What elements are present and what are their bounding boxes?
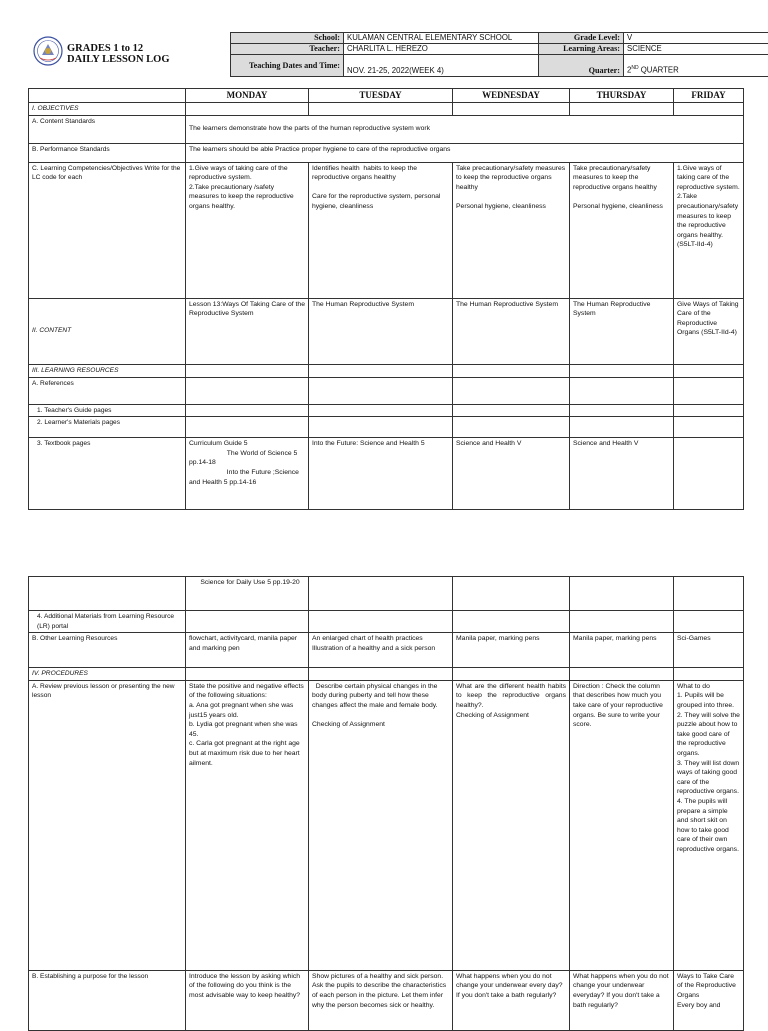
other-resources-label: B. Other Learning Resources (29, 633, 186, 668)
document-title (67, 43, 170, 65)
competencies-friday: 1.Give ways of taking care of the reproductive system. 2.Take precautionary/safety measures to keep the reproductive organs healthy. (S5LT-IId-4) (674, 162, 744, 298)
content-monday: Lesson 13:Ways Of Taking Care of the Reproductive System (186, 298, 309, 364)
review-tuesday: Describe certain physical changes in the body during puberty and tell how these changes affect the male and female body. Checking of Assignment (309, 680, 453, 970)
other-resources-wednesday: Manila paper, marking pens (453, 633, 570, 668)
purpose-thursday: What happens when you do not change your underwear everyday? If you don't take a bath regularly? (570, 970, 674, 1030)
lesson-log-table-2 (28, 576, 744, 1031)
performance-standards-label: B. Performance Standards (29, 143, 186, 162)
area-label: Learning Areas: (539, 44, 624, 55)
review-label: A. Review previous lesson or presenting the new lesson (29, 680, 186, 970)
other-resources-tuesday: An enlarged chart of health practices Illustration of a healthy and a sick person (309, 633, 453, 668)
dates-value: NOV. 21-25, 2022(WEEK 4) (344, 55, 539, 77)
review-wednesday: What are the different health habits to keep the reproductive organs healthy?. Checking of Assignment (453, 680, 570, 970)
review-thursday: Direction : Check the column that describes how much you take care of your reproductive organs. Be sure to write your score. (570, 680, 674, 970)
lesson-log-table-1 (28, 88, 744, 510)
title-line2: DAILY LESSON LOG (67, 54, 170, 65)
corner-cell (29, 89, 186, 103)
dates-label: Teaching Dates and Time: (231, 55, 344, 77)
references-label: A. References (29, 377, 186, 404)
learning-resources-heading: III. LEARNING RESOURCES (29, 364, 186, 377)
title-line1: GRADES 1 to 12 (67, 43, 170, 54)
day-thursday: THURSDAY (570, 89, 674, 103)
teachers-guide-label: 1. Teacher's Guide pages (29, 404, 186, 417)
other-resources-friday: Sci-Games (674, 633, 744, 668)
review-monday: State the positive and negative effects of the following situations: a. Ana got pregnant when she was just15 years old. b. Lydia got pregnant when she was 45. c. Carla got pregnant at the right age but at maximum risk due to her heart ailment. (186, 680, 309, 970)
purpose-friday: Ways to Take Care of the Reproductive Organs Every boy and (674, 970, 744, 1030)
grade-value: V (624, 33, 768, 44)
deped-seal-icon (33, 36, 63, 66)
teacher-label: Teacher: (231, 44, 344, 55)
additional-materials-label: 4. Additional Materials from Learning Resource (LR) portal (29, 611, 186, 633)
grade-label: Grade Level: (539, 33, 624, 44)
quarter-label: Quarter: (539, 55, 624, 77)
purpose-monday: Introduce the lesson by asking which of the following do you think is the most advisable way to keep healthy? (186, 970, 309, 1030)
purpose-tuesday: Show pictures of a healthy and sick person. Ask the pupils to describe the characteristics of each person in the picture. Let them infer why the person becomes sick or healthy. (309, 970, 453, 1030)
day-monday: MONDAY (186, 89, 309, 103)
textbook-wednesday: Science and Health V (453, 438, 570, 510)
content-friday: Give Ways of Taking Care of the Reproductive Organs (S5LT-IId-4) (674, 298, 744, 364)
quarter-value: 2ND QUARTER (624, 55, 768, 77)
learners-materials-label: 2. Learner's Materials pages (29, 417, 186, 438)
purpose-wednesday: What happens when you do not change your underwear every day? If you don't take a bath regularly? (453, 970, 570, 1030)
competencies-tuesday: Identifies health habits to keep the reproductive organs healthy Care for the reproductive system, personal hygiene, cleanliness (309, 162, 453, 298)
school-value: KULAMAN CENTRAL ELEMENTARY SCHOOL (344, 33, 539, 44)
content-thursday: The Human Reproductive System (570, 298, 674, 364)
day-friday: FRIDAY (674, 89, 744, 103)
competencies-label: C. Learning Competencies/Objectives Write for the LC code for each (29, 162, 186, 298)
textbook-tuesday: Into the Future: Science and Health 5 (309, 438, 453, 510)
purpose-label: B. Establishing a purpose for the lesson (29, 970, 186, 1030)
other-resources-thursday: Manila paper, marking pens (570, 633, 674, 668)
content-tuesday: The Human Reproductive System (309, 298, 453, 364)
area-value: SCIENCE (624, 44, 768, 55)
content-wednesday: The Human Reproductive System (453, 298, 570, 364)
content-standards-text: The learners demonstrate how the parts of the human reproductive system work (186, 115, 744, 143)
other-resources-monday: flowchart, activitycard, manila paper and marking pen (186, 633, 309, 668)
textbook-pages-label: 3. Textbook pages (29, 438, 186, 510)
textbook-monday: Curriculum Guide 5 The World of Science 5 pp.14-18 Into the Future ;Science and Health 5 pp.14-16 (186, 438, 309, 510)
competencies-wednesday: Take precautionary/safety measures to keep the reproductive organs healthy Personal hygiene, cleanliness (453, 162, 570, 298)
textbook-monday-continued: Science for Daily Use 5 pp.19-20 (186, 577, 309, 611)
teacher-value: CHARLITA L. HEREZO (344, 44, 539, 55)
review-friday: What to do 1. Pupils will be grouped into three. 2. They will solve the puzzle about how to take good care of the reproductive organs. 3. They will list down ways of taking good care of the reproductive organs. 4. The pupils will prepare a simple and short skit on how to take good care of their own reproductive organs. (674, 680, 744, 970)
textbook-thursday: Science and Health V (570, 438, 674, 510)
school-label: School: (231, 33, 344, 44)
content-standards-label: A. Content Standards (29, 115, 186, 143)
procedures-heading: IV. PROCEDURES (29, 668, 186, 681)
competencies-monday: 1.Give ways of taking care of the reproductive system. 2.Take precautionary /safety measures to keep the reproductive organs healthy. (186, 162, 309, 298)
header-info-table (230, 32, 768, 77)
day-tuesday: TUESDAY (309, 89, 453, 103)
performance-standards-text: The learners should be able Practice proper hygiene to care of the reproductive organs (186, 143, 744, 162)
objectives-heading: I. OBJECTIVES (29, 103, 186, 116)
competencies-thursday: Take precautionary/safety measures to keep the reproductive organs healthy Personal hygiene, cleanliness (570, 162, 674, 298)
content-heading: II. CONTENT (29, 298, 186, 364)
day-wednesday: WEDNESDAY (453, 89, 570, 103)
